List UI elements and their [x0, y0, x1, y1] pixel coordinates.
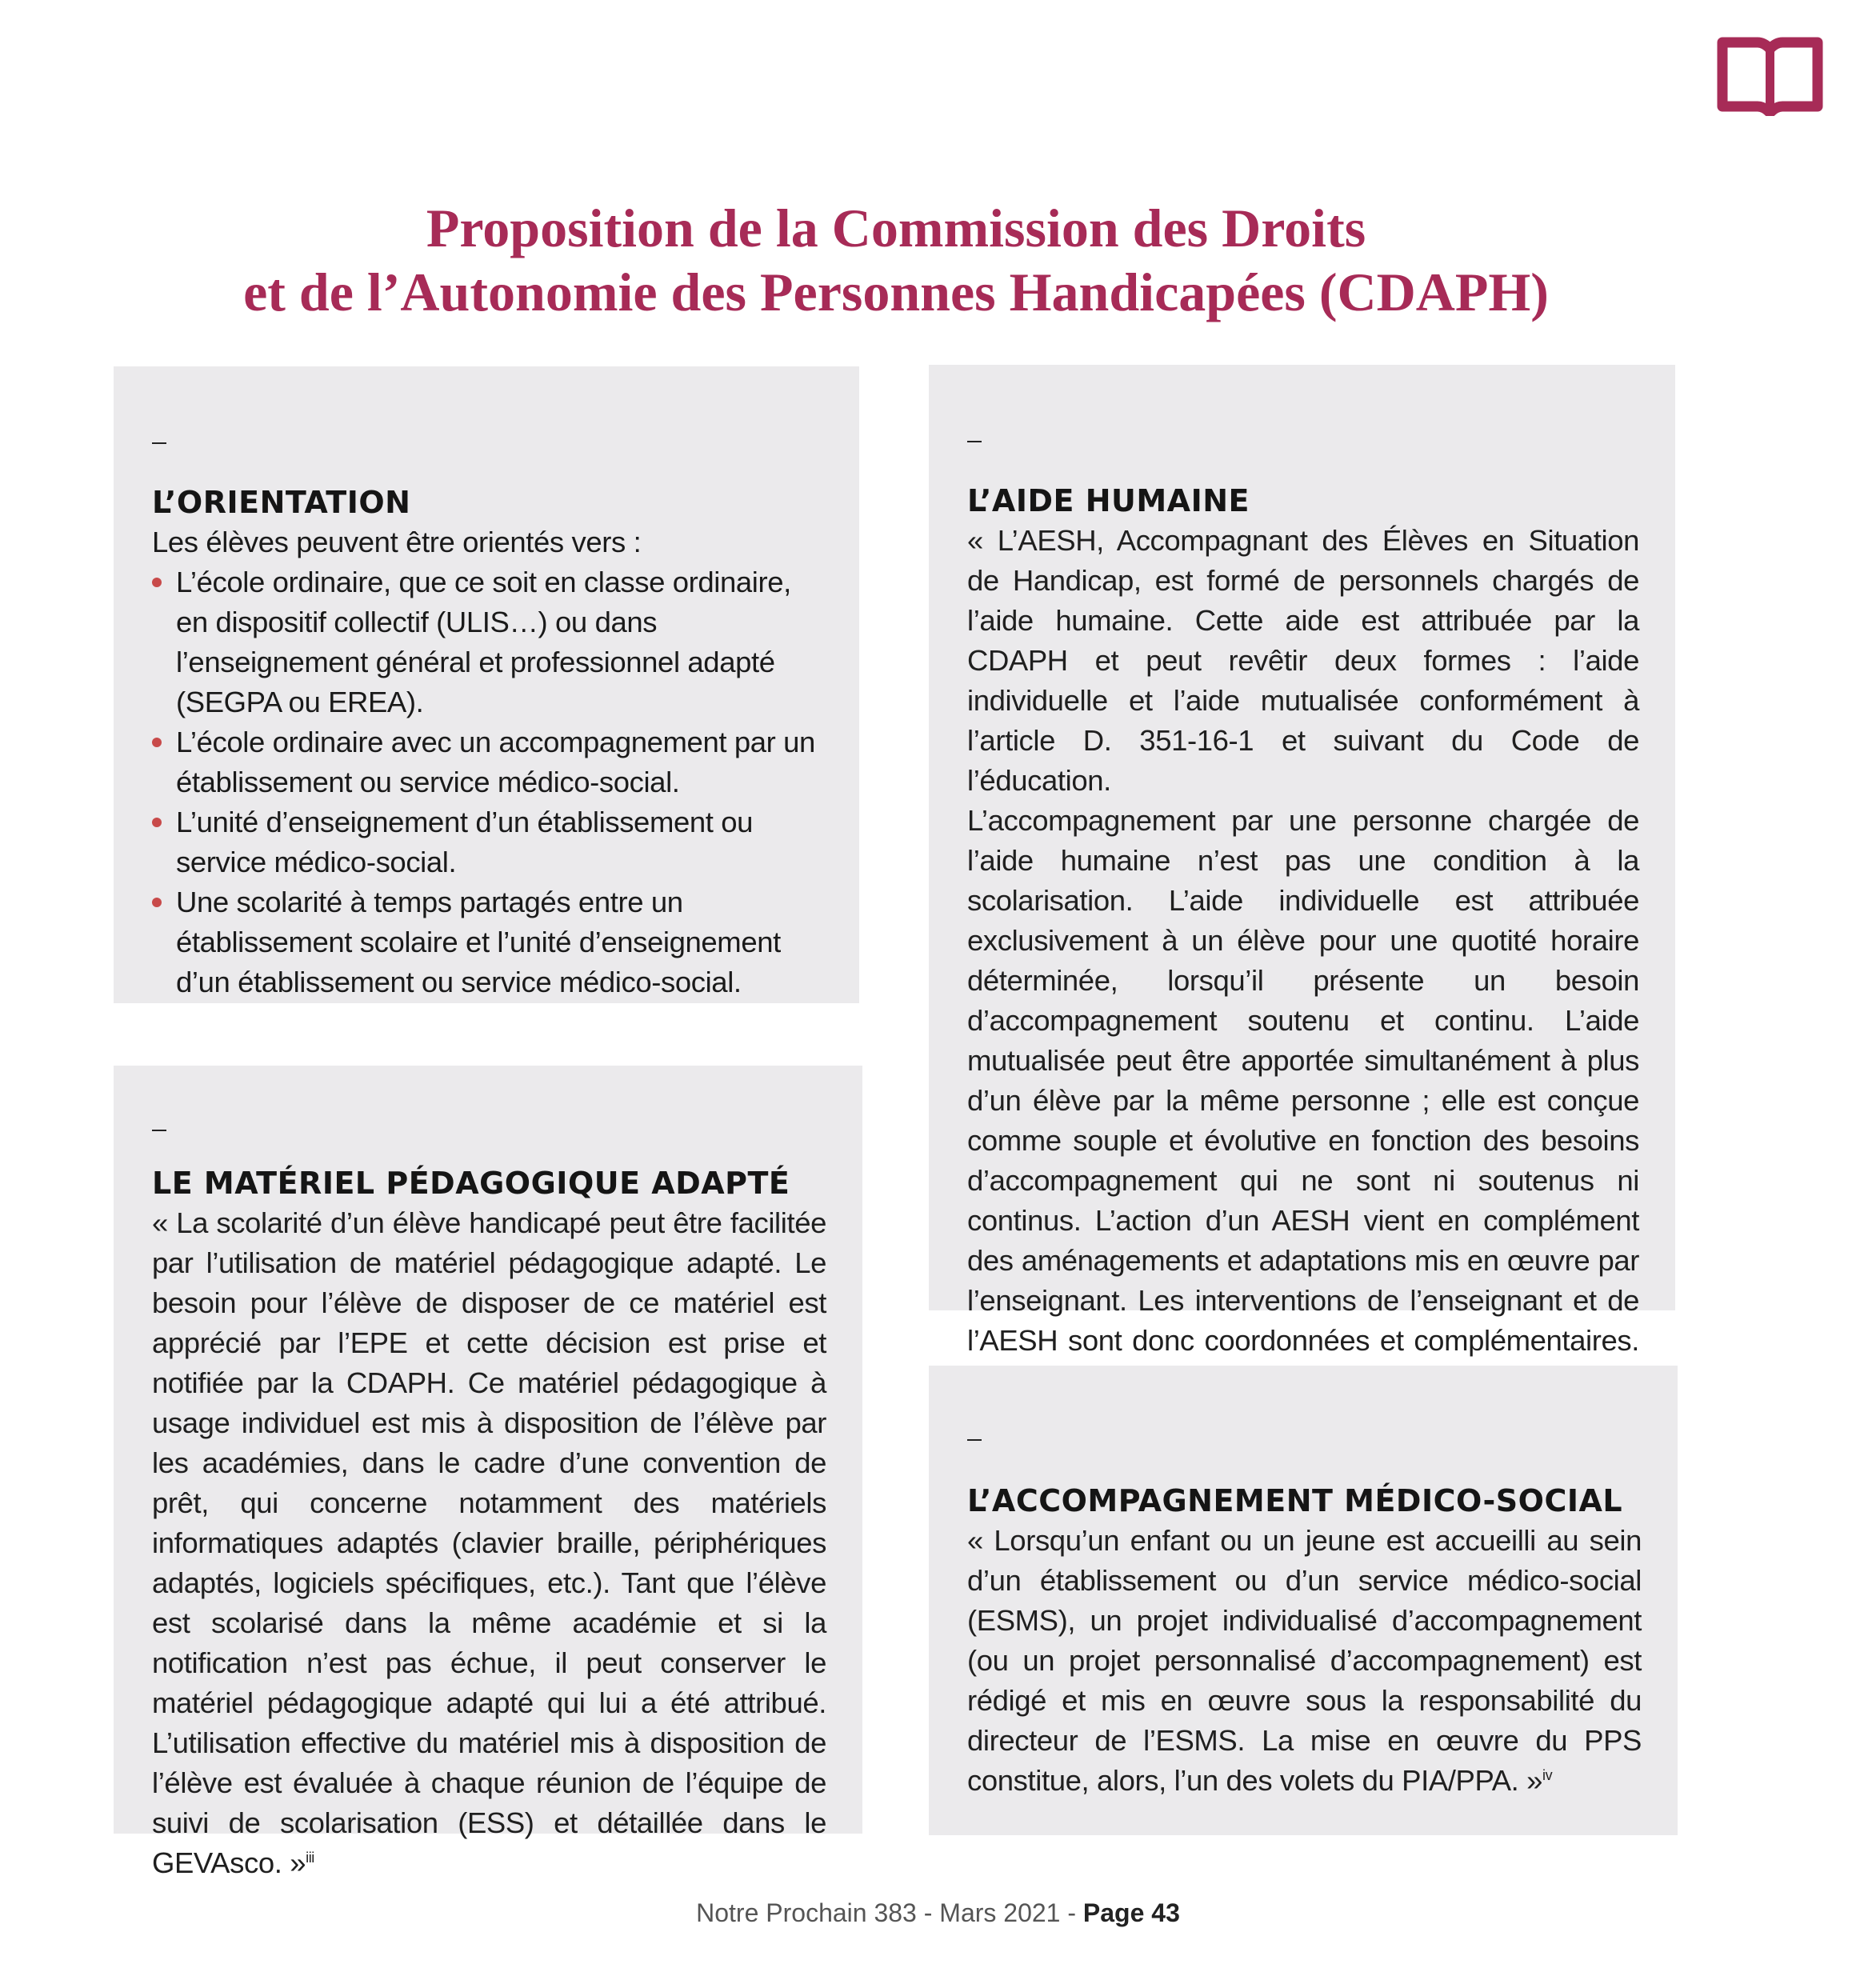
- publication-info: Notre Prochain 383 - Mars 2021 -: [696, 1898, 1077, 1927]
- materiel-heading: LE MATÉRIEL PÉDAGOGIQUE ADAPTÉ: [152, 1166, 790, 1201]
- aide-paragraph-2-body: L’accompagnement par une personne chargée de l’aide humaine n’est pas une condition à la scolarisation. L’aide individuelle est attribuée exclusivement à un élève pour une quotité horaire déterminée, lorsqu’il présente un besoin d’accompagnement soutenu et continu. L’aide mutualisée peut être apportée simultanément à plus d’un élève par la même personne ; elle est conçue comme souple et évolutive en fonction des besoins d’accompagnement qui ne sont ni soutenus ni continus. L’action d’un AESH vient en complément des aménagements et adaptations mis en œuvre par l’enseignant. Les interventions de l’enseignant et de l’AESH sont donc coordonnées et complémentaires.: [967, 804, 1639, 1357]
- medico-social-section: [929, 1366, 1678, 1835]
- aide-humaine-heading: L’AIDE HUMAINE: [967, 483, 1250, 518]
- materiel-text: [152, 1203, 826, 1883]
- materiel-section: [114, 1066, 862, 1879]
- medico-social-heading: L’ACCOMPAGNEMENT MÉDICO-SOCIAL: [967, 1483, 1623, 1518]
- title-line-2: et de l’Autonomie des Personnes Handicapées (CDAPH): [243, 262, 1549, 322]
- bullet-icon: [152, 738, 162, 747]
- footnote-ref: iii: [306, 1849, 314, 1866]
- page-footer: [0, 1898, 1876, 1928]
- bullet-icon: [152, 898, 162, 907]
- book-icon: [1716, 36, 1824, 116]
- list-item-text: L’école ordinaire avec un accompagnement par un établissement ou service médico-social.: [176, 726, 815, 798]
- list-item: [152, 562, 823, 722]
- list-item: [152, 802, 823, 882]
- orientation-list: [152, 562, 823, 1002]
- list-item: [152, 882, 823, 1002]
- list-item: [152, 722, 823, 802]
- list-item-text: L’unité d’enseignement d’un établissement ou service médico-social.: [176, 806, 754, 878]
- section-dash: [152, 442, 166, 444]
- aide-paragraph-2: [967, 801, 1639, 1401]
- section-dash: [152, 1130, 166, 1131]
- page-number: Page 43: [1082, 1898, 1180, 1927]
- page-title: [64, 196, 1728, 324]
- orientation-heading: L’ORIENTATION: [152, 485, 411, 520]
- section-dash: [967, 1439, 982, 1441]
- orientation-intro: Les élèves peuvent être orientés vers :: [152, 526, 642, 558]
- title-line-1: Proposition de la Commission des Droits: [426, 198, 1366, 258]
- list-item-text: Une scolarité à temps partagés entre un établissement scolaire et l’unité d’enseignement d’un établissement ou service médico-social.: [176, 886, 781, 998]
- section-dash: [967, 441, 982, 442]
- bullet-icon: [152, 818, 162, 827]
- footnote-ref: iv: [1542, 1766, 1553, 1783]
- medico-body: « Lorsqu’un enfant ou un jeune est accueilli au sein d’un établissement ou d’un service médico-social (ESMS), un projet individualisé d’accompagnement (ou un projet personnalisé d’accompagnement) est rédigé et mis en œuvre sous la responsabilité du directeur de l’ESMS. La mise en œuvre du PPS constitue, alors, l’un des volets du PIA/PPA. »: [967, 1524, 1642, 1797]
- aide-paragraph-1: « L’AESH, Accompagnant des Élèves en Situation de Handicap, est formé de personnels chargés de l’aide humaine. Cette aide est attribuée par la CDAPH et peut revêtir deux formes : l’aide individuelle et l’aide mutualisée conformément à l’article D. 351-16-1 et suivant du Code de l’éducation.: [967, 524, 1639, 797]
- bullet-icon: [152, 578, 162, 587]
- orientation-section: [114, 366, 859, 1003]
- medico-text: [967, 1521, 1642, 1801]
- list-item-text: L’école ordinaire, que ce soit en classe ordinaire, en dispositif collectif (ULIS…) ou dans l’enseignement général et professionnel adapté (SEGPA ou EREA).: [176, 566, 791, 718]
- materiel-body: « La scolarité d’un élève handicapé peut être facilitée par l’utilisation de matériel pédagogique adapté. Le besoin pour l’élève de disposer de ce matériel est apprécié par l’EPE et cette décision est prise et notifiée par la CDAPH. Ce matériel pédagogique à usage individuel est mis à disposition de l’élève par les académies, dans le cadre d’une convention de prêt, qui concerne notamment des matériels informatiques adaptés (clavier braille, périphériques adaptés, logiciels spécifiques, etc.). Tant que l’élève est scolarisé dans la même académie et si la notification n’est pas échue, il peut conserver le matériel pédagogique adapté qui lui a été attribué. L’utilisation effective du matériel mis à disposition de l’élève est évaluée à chaque réunion de l’équipe de suivi de scolarisation (ESS) et détaillée dans le GEVAsco. »: [152, 1206, 826, 1879]
- aide-humaine-section: [929, 365, 1675, 1357]
